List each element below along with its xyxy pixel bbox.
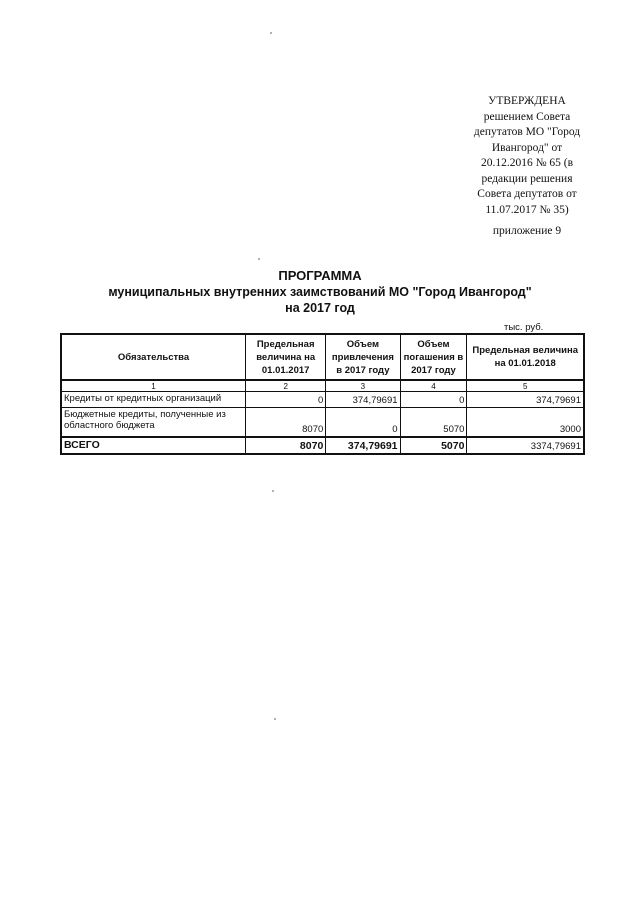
row-value: 8070: [246, 408, 326, 438]
approval-line: Ивангород" от: [491, 141, 563, 154]
approval-line: депутатов МО "Город: [473, 126, 581, 138]
borrowing-program-table: [60, 333, 585, 455]
approval-line: редакции решения: [481, 172, 573, 185]
scan-speck: [274, 718, 276, 720]
table-header-row: [61, 334, 584, 380]
row-name: Бюджетные кредиты, полученные из областного бюджета: [61, 408, 246, 438]
column-number: 5: [467, 380, 584, 392]
column-number: 3: [326, 380, 400, 392]
scan-speck: [258, 258, 260, 260]
row-value: 0: [246, 392, 326, 408]
column-number: 4: [400, 380, 467, 392]
unit-label: тыс. руб.: [504, 322, 544, 333]
row-value: 0: [400, 392, 467, 408]
approval-line: УТВЕРЖДЕНА: [488, 95, 566, 107]
row-value: 374,79691: [326, 392, 400, 408]
table-row: [61, 408, 584, 438]
total-value: 8070: [246, 437, 326, 454]
approval-line: 20.12.2016 № 65 (в: [480, 157, 574, 169]
row-value: 374,79691: [467, 392, 584, 408]
column-header: Объем привлечения в 2017 году: [326, 334, 400, 380]
scan-speck: [272, 490, 274, 492]
table-row: [61, 392, 584, 408]
approval-line: решением Совета: [483, 110, 571, 123]
column-number: 2: [246, 380, 326, 392]
approval-stamp: [452, 94, 602, 240]
total-row: [61, 437, 584, 454]
row-value: 3000: [467, 408, 584, 438]
total-label: ВСЕГО: [61, 437, 246, 454]
column-header: Предельная величина на 01.01.2018: [467, 334, 584, 380]
column-number-row: [61, 380, 584, 392]
column-header: Обязательства: [61, 334, 246, 380]
approval-line: Совета депутатов от: [477, 188, 577, 200]
row-value: 5070: [400, 408, 467, 438]
document-title: ПРОГРАММА: [278, 268, 362, 283]
document-year: на 2017 год: [285, 301, 355, 315]
total-value: 3374,79691: [467, 437, 584, 454]
row-name: Кредиты от кредитных организаций: [61, 392, 246, 408]
column-header: Предельная величина на 01.01.2017: [246, 334, 326, 380]
total-value: 374,79691: [326, 437, 400, 454]
appendix-label: приложение 9: [492, 225, 562, 237]
approval-line: 11.07.2017 № 35): [485, 203, 569, 216]
total-value: 5070: [400, 437, 467, 454]
document-title-block: [60, 268, 580, 316]
document-subtitle: муниципальных внутренних заимствований МО "Город Ивангород": [108, 285, 532, 299]
scan-speck: [270, 32, 272, 34]
column-header: Объем погашения в 2017 году: [400, 334, 467, 380]
row-value: 0: [326, 408, 400, 438]
column-number: 1: [61, 380, 246, 392]
